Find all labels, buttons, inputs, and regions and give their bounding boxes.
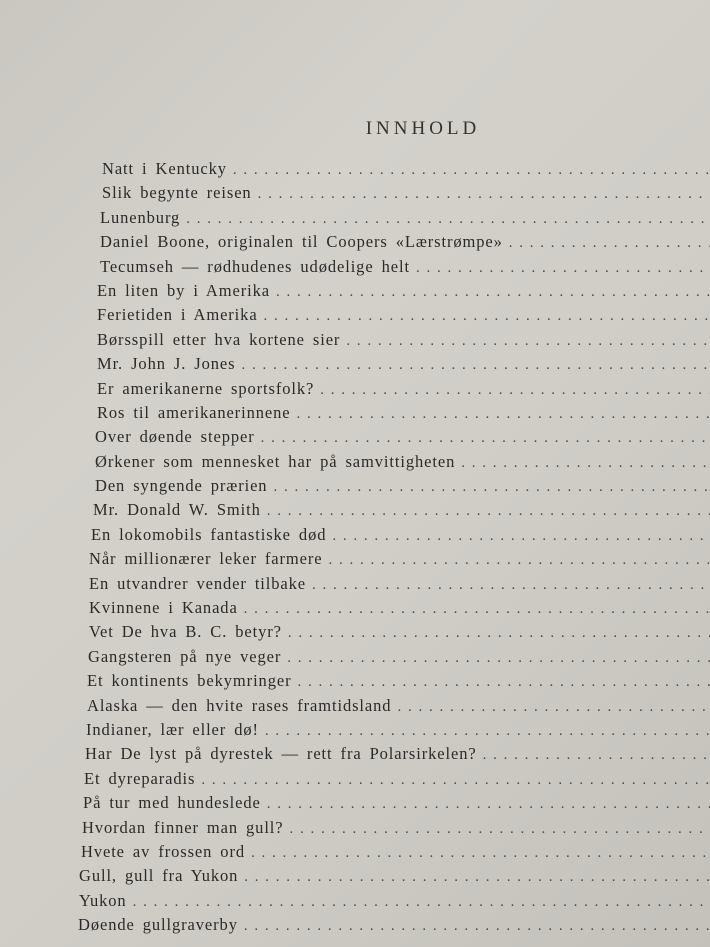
toc-entry-label: Et dyreparadis: [84, 768, 196, 788]
dot-leader: [312, 573, 710, 596]
toc-entry: [0, 255, 710, 279]
toc-entry-label: Tecumseh — rødhudenes udødelige helt: [100, 256, 410, 276]
dot-leader: [397, 695, 710, 718]
toc-entry-label: Slik begynte reisen: [102, 183, 252, 203]
toc-entry: [0, 498, 710, 522]
toc-entry: [0, 547, 710, 571]
toc-entry: [0, 377, 710, 401]
dot-leader: [264, 304, 710, 327]
toc-entry: [0, 718, 710, 742]
toc-entry-label: Når millionærer leker farmere: [89, 549, 323, 569]
dot-leader: [290, 817, 710, 840]
toc-entry-label: Har De lyst på dyrestek — rett fra Polarsirkelen?: [85, 744, 477, 764]
dot-leader: [233, 158, 710, 181]
toc-entry-label: Natt i Kentucky: [102, 159, 227, 178]
toc-entry: [0, 669, 710, 693]
toc-entry-label: På tur med hundeslede: [83, 793, 261, 813]
toc-entry-label: Daniel Boone, originalen til Coopers «Lærstrømpe»: [100, 232, 503, 252]
dot-leader: [258, 182, 710, 205]
dot-leader: [287, 646, 710, 669]
dot-leader: [267, 792, 710, 815]
toc-entry: [0, 425, 710, 449]
dot-leader: [276, 280, 710, 303]
dot-leader: [186, 207, 710, 230]
toc-entry-label: Børsspill etter hva kortene sier: [97, 329, 341, 349]
toc-entry-label: En utvandrer vender tilbake: [89, 573, 307, 593]
toc-entry: [0, 401, 710, 425]
dot-leader: [288, 621, 710, 644]
toc-entry: [0, 620, 710, 644]
toc-entry: [0, 596, 710, 620]
toc-entry: [0, 791, 710, 815]
toc-entry: [0, 352, 710, 376]
toc-entry-label: Indianer, lær eller dø!: [86, 719, 259, 739]
dot-leader: [296, 402, 710, 425]
dot-leader: [251, 841, 710, 864]
toc-entry: [0, 157, 710, 181]
toc-entry-label: Gangsteren på nye veger: [88, 646, 282, 666]
toc-entry-label: Over døende stepper: [95, 427, 255, 447]
toc-entry: [0, 742, 710, 766]
toc-entry-label: Yukon: [79, 890, 127, 910]
dot-leader: [244, 914, 710, 937]
toc-entry: [0, 230, 710, 254]
toc-entry-label: Er amerikanerne sportsfolk?: [97, 378, 315, 398]
toc-entry-label: En liten by i Amerika: [97, 280, 270, 300]
toc-entry-label: Vet De hva B. C. betyr?: [89, 622, 282, 642]
toc-entry: [0, 303, 710, 327]
toc-entry: [0, 816, 710, 840]
dot-leader: [133, 890, 710, 913]
dot-leader: [244, 865, 710, 888]
toc-entry: [0, 889, 710, 913]
dot-leader: [461, 451, 710, 474]
toc-entry-label: Et kontinents bekymringer: [87, 671, 292, 691]
toc-entry-label: Lunenburg: [100, 207, 181, 227]
toc-entry-label: Den syngende prærien: [95, 476, 268, 496]
toc-entry: [0, 694, 710, 718]
toc-entry: [0, 474, 710, 498]
toc-entry: [0, 328, 710, 352]
dot-leader: [328, 548, 710, 571]
toc-entry-label: Mr. Donald W. Smith: [93, 500, 261, 520]
toc-entry-label: Ørkener som mennesket har på samvittigheten: [95, 451, 456, 471]
table-of-contents: [0, 157, 710, 938]
toc-entry-label: Hvordan finner man gull?: [82, 817, 284, 837]
dot-leader: [483, 743, 710, 766]
dot-leader: [320, 378, 710, 401]
dot-leader: [346, 329, 710, 352]
toc-entry: [0, 523, 710, 547]
toc-entry: [0, 645, 710, 669]
dot-leader: [297, 670, 710, 693]
toc-entry-label: Alaska — den hvite rases framtidsland: [87, 695, 392, 715]
toc-entry-label: Gull, gull fra Yukon: [79, 866, 239, 886]
dot-leader: [416, 256, 710, 279]
toc-entry-label: Døende gullgraverby: [78, 915, 238, 935]
toc-entry: [0, 913, 710, 937]
toc-entry-label: En lokomobils fantastiske død: [91, 524, 327, 544]
dot-leader: [241, 353, 710, 376]
toc-entry: [0, 840, 710, 864]
dot-leader: [261, 426, 710, 449]
toc-entry: [0, 864, 710, 888]
toc-entry: [0, 279, 710, 303]
toc-entry-label: Ros til amerikanerinnene: [97, 402, 291, 422]
dot-leader: [273, 475, 710, 498]
dot-leader: [201, 768, 710, 791]
dot-leader: [267, 499, 710, 522]
toc-entry-label: Mr. John J. Jones: [97, 354, 236, 374]
dot-leader: [332, 524, 710, 547]
dot-leader: [244, 597, 710, 620]
toc-entry-label: Ferietiden i Amerika: [97, 305, 258, 325]
page-title: INNHOLD: [365, 118, 481, 139]
toc-entry: [0, 181, 710, 205]
toc-entry: [0, 572, 710, 596]
toc-entry: [0, 767, 710, 791]
toc-entry: [0, 206, 710, 230]
dot-leader: [509, 231, 710, 254]
dot-leader: [265, 719, 710, 742]
toc-entry-label: Hvete av frossen ord: [81, 841, 245, 861]
toc-entry-label: Kvinnene i Kanada: [89, 598, 238, 618]
toc-entry: [0, 450, 710, 474]
